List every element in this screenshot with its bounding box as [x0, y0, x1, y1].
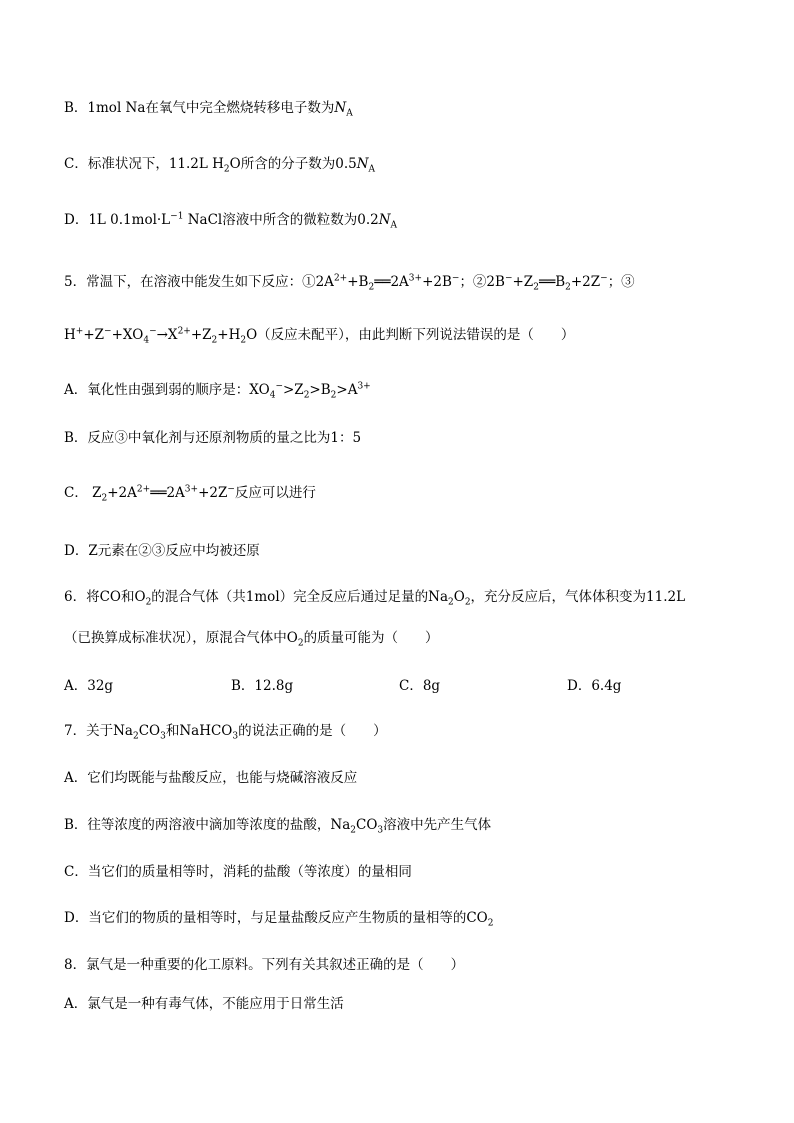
q5-option-b: B．反应③中氧化剂与还原剂物质的量之比为1：5 [64, 430, 362, 446]
q6-options [64, 676, 744, 696]
q6-option-c: C．8g [399, 678, 441, 694]
q5-stem-line1: 5．常温下，在溶液中能发生如下反应：$①2A^{2+}+B_2══2A^{3+}+2B^-$；$②2B^-+Z_2══B_2+2Z^-$；③ [64, 273, 635, 293]
q8-option-a: A．氯气是一种有毒气体，不能应用于日常生活 [64, 996, 344, 1012]
q7-option-d: D．当它们的物质的量相等时，与足量盐酸反应产生物质的量相等的$CO_2$ [64, 910, 494, 929]
q8-stem: 8．氯气是一种重要的化工原料。下列有关其叙述正确的是（ ） [64, 957, 465, 973]
q6-option-a: A．32g [64, 678, 114, 694]
q6-stem-line2: （已换算成标准状况），原混合气体中$O_2$的质量可能为（ ） [64, 630, 439, 649]
q5-option-a: A．氧化性由强到弱的顺序是：$XO_4^->Z_2>B_2>A^{3+}$ [64, 381, 371, 401]
q7-option-b: B．往等浓度的两溶液中滴加等浓度的盐酸，$Na_2CO_3$溶液中先产生气体 [64, 817, 492, 836]
q6-stem-line1: 6．将CO和$O_2$的混合气体（共1mol）完全反应后通过足量的$Na_2O_2$，充分反应后，气体体积变为11.2L [64, 589, 686, 608]
q6-option-b: B．12.8g [231, 678, 294, 694]
q5-option-c: C． $Z_2+2A^{2+}══2A^{3+}+2Z^-$反应可以进行 [64, 484, 316, 504]
q7-option-a: A．它们均既能与盐酸反应，也能与烧碱溶液反应 [64, 770, 358, 786]
q5-option-d: D．Z元素在②③反应中均被还原 [64, 543, 260, 559]
q4-option-c: C．标准状况下，11.2L $H_2O$所含的分子数为$0.5N_A$ [64, 156, 376, 175]
q4-option-b: B．1mol Na在氧气中完全燃烧转移电子数为$N_A$ [64, 100, 353, 119]
q5-stem-line2: $H^++Z^-+XO_4^-\to X^{2+}+Z_2+H_2O$（反应未配平），由此判断下列说法错误的是（ ） [64, 326, 575, 346]
q4-option-d: D．1L $0.1mol\cdot L^{-1}$ NaCl溶液中所含的微粒数为$0.2N_A$ [64, 211, 398, 231]
q7-stem: 7．关于$Na_2CO_3$和NaHCO$_3$的说法正确的是（ ） [64, 723, 387, 742]
q6-option-d: D．6.4g [567, 678, 622, 694]
q7-option-c: C．当它们的质量相等时，消耗的盐酸（等浓度）的量相同 [64, 864, 412, 880]
